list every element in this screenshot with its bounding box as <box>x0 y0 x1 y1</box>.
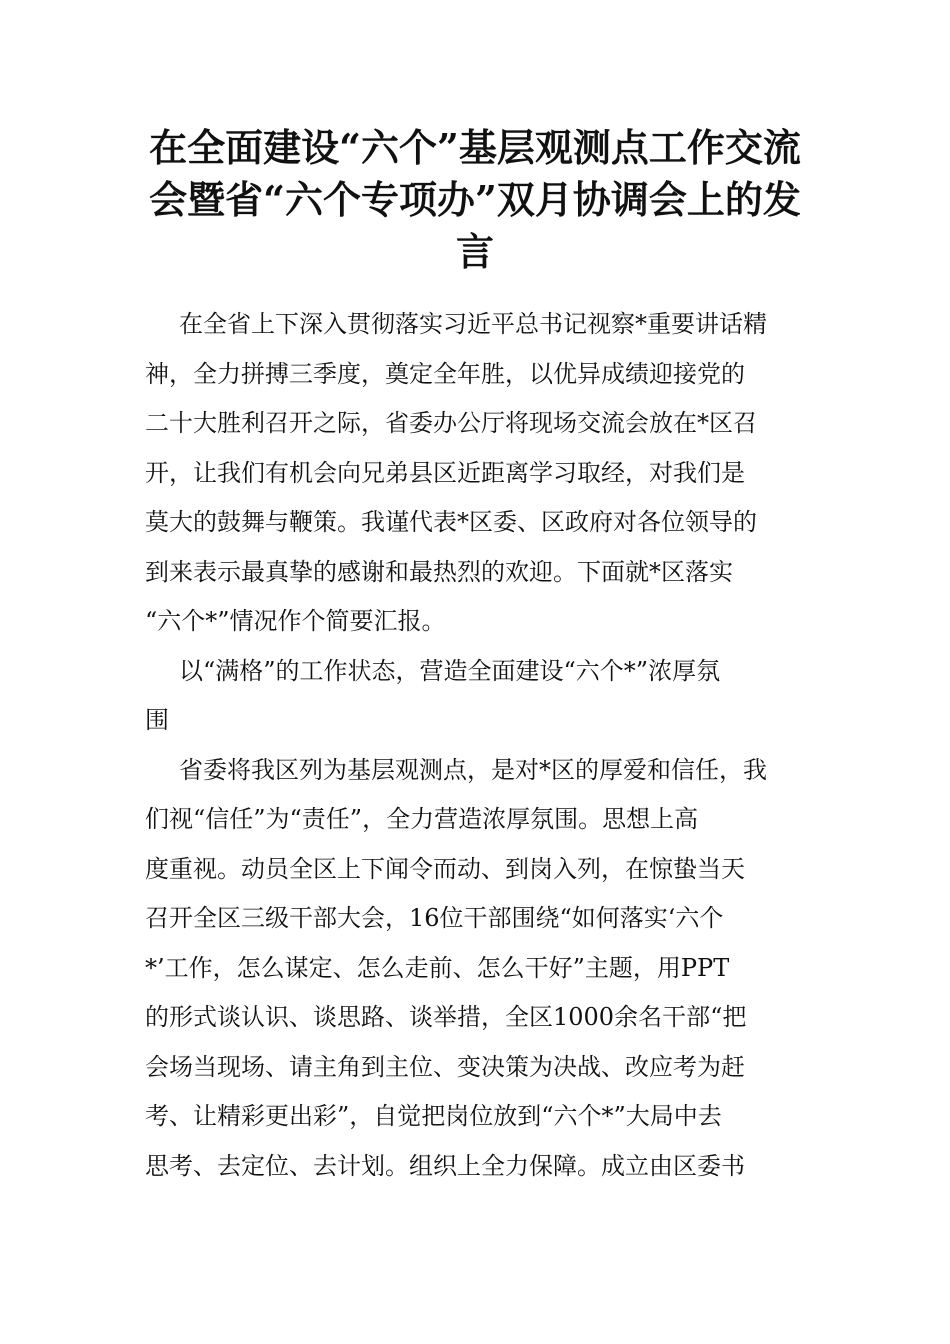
body-line-11: 们视“信任”为“责任”，全力营造浓厚氛围。思想上高 <box>145 805 699 833</box>
body-line-18: 思考、去定位、去计划。组织上全力保障。成立由区委书 <box>145 1151 745 1180</box>
body-line-14: *’工作，怎么谋定、怎么走前、怎么干好”主题，用PPT <box>145 953 730 982</box>
body-line-1: 在全省上下深入贯彻落实习近平总书记视察*重要讲话精 <box>179 310 767 338</box>
body-line-10: 省委将我区列为基层观测点，是对*区的厚爱和信任，我 <box>179 755 767 784</box>
body-line-15: 的形式谈认识、谈思路、谈举措，全区1000余名干部“把 <box>145 1003 747 1031</box>
body-line-7: “六个*”情况作个简要汇报。 <box>145 607 446 635</box>
section-heading-line-1: 以“满格”的工作状态，营造全面建设“六个*”浓厚氛 <box>179 656 721 685</box>
document-title <box>130 122 820 278</box>
body-line-6: 到来表示最真挚的感谢和最热烈的欢迎。下面就*区落实 <box>145 557 733 586</box>
title-line-2: 会暨省“六个专项办”双月协调会上的发 <box>149 177 801 222</box>
body-line-13: 召开全区三级干部大会，16位干部围绕“如何落实‘六个 <box>145 904 724 932</box>
title-line-3: 言 <box>455 229 494 274</box>
body-line-4: 开，让我们有机会向兄弟县区近距离学习取经，对我们是 <box>145 458 745 487</box>
body-line-17: 考、让精彩更出彩”，自觉把岗位放到“六个*”大局中去 <box>145 1102 722 1130</box>
body-line-2: 神，全力拼搏三季度，奠定全年胜，以优异成绩迎接党的 <box>145 359 745 388</box>
document-body <box>145 300 805 1191</box>
body-line-3: 二十大胜利召开之际，省委办公厅将现场交流会放在*区召 <box>145 409 757 437</box>
section-heading-line-2: 围 <box>145 706 169 734</box>
title-line-1: 在全面建设“六个”基层观测点工作交流 <box>149 125 801 170</box>
body-line-5: 莫大的鼓舞与鞭策。我谨代表*区委、区政府对各位领导的 <box>145 508 757 536</box>
body-line-16: 会场当现场、请主角到主位、变决策为决战、改应考为赶 <box>145 1052 745 1081</box>
body-line-12: 度重视。动员全区上下闻令而动、到岗入列，在惊蛰当天 <box>145 854 745 883</box>
